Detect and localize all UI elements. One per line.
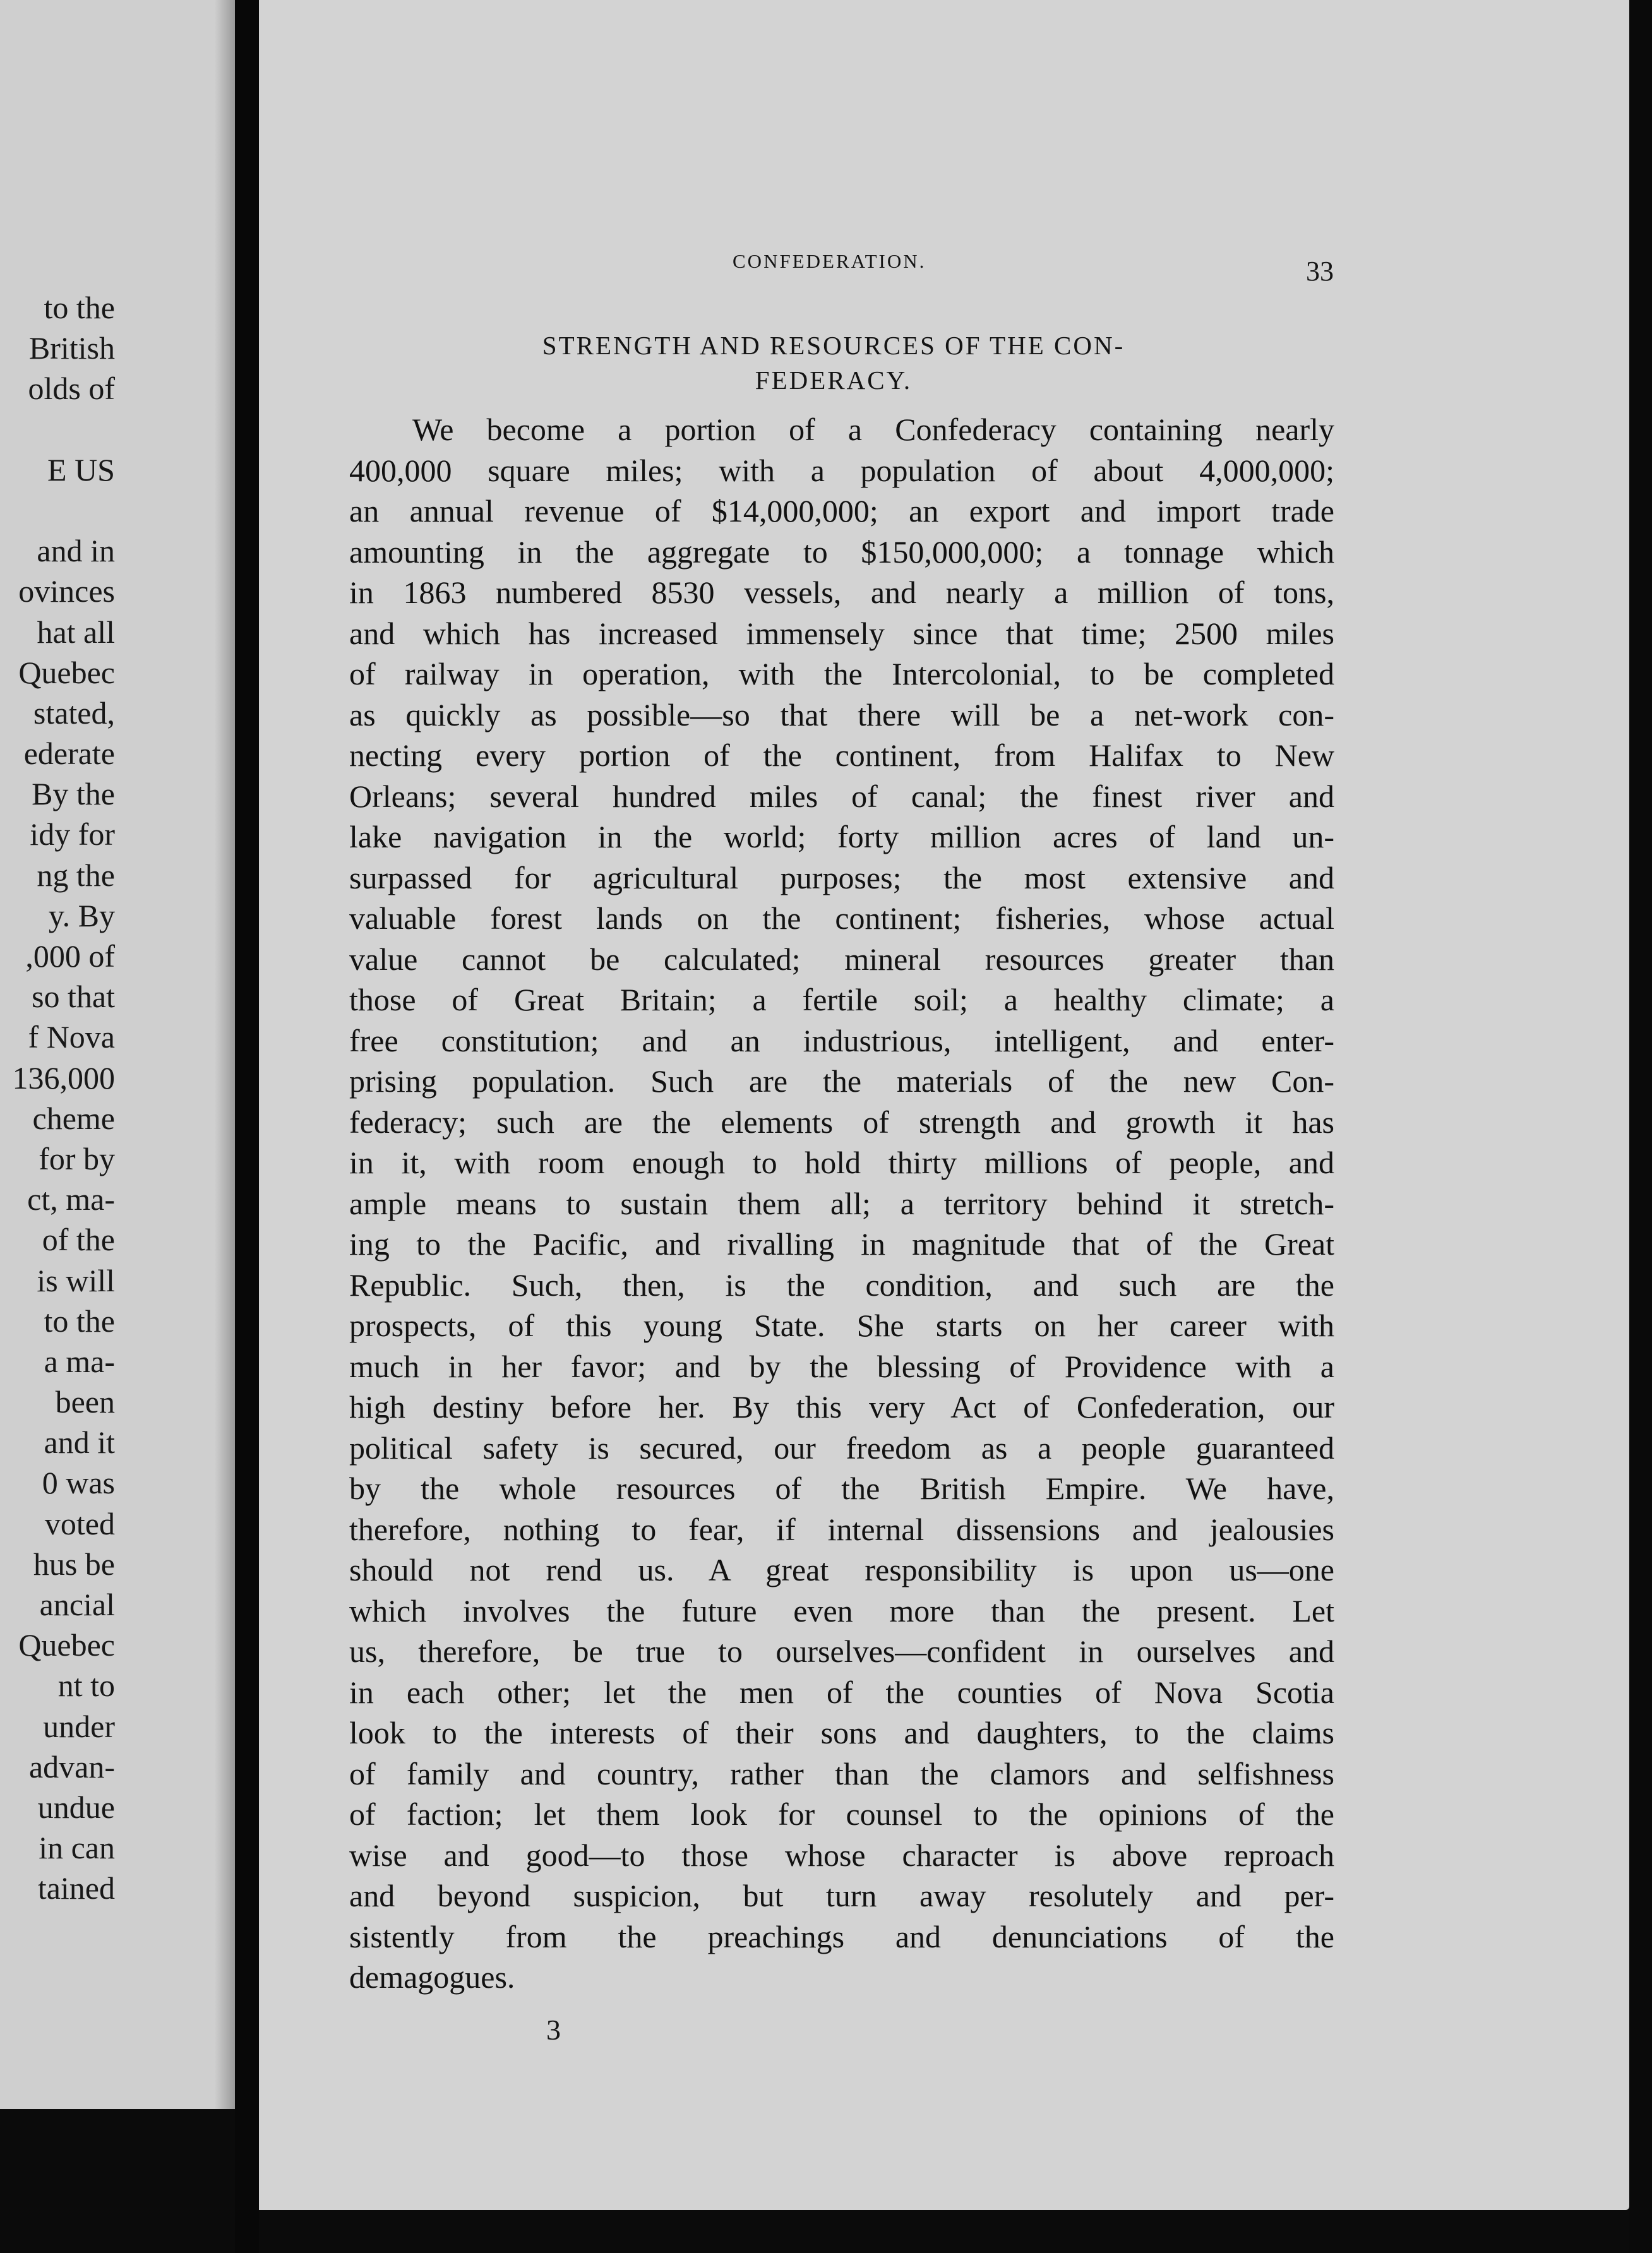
body-line: us, therefore, be true to ourselves—confident in ourselves and	[349, 1634, 1334, 1669]
body-line: in 1863 numbered 8530 vessels, and nearly a million of tons,	[349, 575, 1334, 610]
body-line: lake navigation in the world; forty million acres of land un-	[349, 819, 1334, 854]
left-page-line: ,000 of	[25, 938, 115, 974]
left-page-line: to the	[44, 290, 115, 325]
body-line: of family and country, rather than the clamors and selfishness	[349, 1755, 1334, 1791]
body-line: necting every portion of the continent, from Halifax to New	[349, 738, 1334, 773]
body-line: wise and good—to those whose character is above reproach	[349, 1837, 1334, 1873]
body-line: and beyond suspicion, but turn away resolutely and per-	[349, 1878, 1334, 1913]
left-page-line: British	[28, 330, 115, 366]
left-page-line: ovinces	[18, 573, 115, 609]
left-page-line: cheme	[32, 1100, 115, 1136]
left-page-line: hus be	[33, 1546, 115, 1582]
body-line: valuable forest lands on the continent; fisheries, whose actual	[349, 900, 1334, 936]
left-page-line: Quebec	[18, 654, 115, 690]
body-line: ing to the Pacific, and rivalling in magnitude that of the Great	[349, 1226, 1334, 1262]
body-line: look to the interests of their sons and daughters, to the claims	[349, 1715, 1334, 1750]
left-page-line: stated,	[33, 695, 115, 731]
left-page-line: to the	[44, 1303, 115, 1339]
left-page-line: 0 was	[42, 1465, 115, 1501]
left-page-line: is will	[37, 1262, 115, 1298]
left-page-line: under	[43, 1708, 115, 1744]
body-line: We become a portion of a Confederacy containing nearly	[412, 412, 1334, 447]
left-page-line: and in	[37, 533, 115, 569]
section-heading-line: FEDERACY.	[755, 366, 913, 395]
body-line: and which has increased immensely since that time; 2500 miles	[349, 615, 1334, 651]
left-page-line: ct, ma-	[27, 1181, 115, 1217]
body-line: demagogues.	[349, 1959, 515, 1995]
left-page-text	[0, 287, 115, 1909]
body-line: federacy; such are the elements of strength and growth it has	[349, 1104, 1334, 1140]
body-line: of faction; let them look for counsel to the opinions of the	[349, 1796, 1334, 1832]
left-page-line	[0, 490, 115, 530]
body-line: as quickly as possible—so that there will be a net-work con-	[349, 696, 1334, 732]
body-line: in it, with room enough to hold thirty millions of people, and	[349, 1145, 1334, 1180]
body-line: sistently from the preachings and denunciations of the	[349, 1918, 1334, 1954]
book-edge	[1629, 0, 1652, 2253]
left-page-line: 136,000	[12, 1060, 115, 1096]
body-paragraph	[349, 409, 1334, 1998]
left-page	[0, 0, 235, 2109]
section-heading	[379, 328, 1288, 398]
signature-mark: 3	[546, 2014, 561, 2046]
body-line: Orleans; several hundred miles of canal; the finest river and	[349, 778, 1334, 814]
book-gutter	[235, 0, 259, 2253]
left-page-line: E US	[47, 451, 115, 487]
body-line: an annual revenue of $14,000,000; an export and import trade	[349, 493, 1334, 529]
left-page-line: a ma-	[44, 1343, 115, 1379]
page-number: 33	[1306, 256, 1334, 287]
body-line: which involves the future even more than the present. Let	[349, 1593, 1334, 1628]
left-page-line: hat all	[37, 614, 115, 650]
left-page-line: for by	[39, 1140, 115, 1176]
left-page-line: voted	[44, 1505, 115, 1541]
body-line: should not rend us. A great responsibility is upon us—one	[349, 1552, 1334, 1587]
left-page-line: Quebec	[18, 1627, 115, 1663]
left-page-line: and it	[44, 1425, 115, 1461]
left-page-line: olds of	[28, 371, 115, 407]
page-fold	[215, 0, 235, 2109]
body-line: therefore, nothing to fear, if internal dissensions and jealousies	[349, 1511, 1334, 1547]
body-line: prospects, of this young State. She starts on her career with	[349, 1308, 1334, 1343]
left-page-line: ng the	[37, 857, 115, 893]
left-page-line	[0, 409, 115, 450]
body-line: political safety is secured, our freedom as a people guaranteed	[349, 1430, 1334, 1466]
section-heading-line: STRENGTH AND RESOURCES OF THE CON-	[542, 331, 1125, 360]
body-line: of railway in operation, with the Intercolonial, to be completed	[349, 656, 1334, 691]
left-page-line: y. By	[48, 897, 115, 933]
left-page-line: nt to	[57, 1668, 115, 1704]
body-line: prising population. Such are the materials of the new Con-	[349, 1063, 1334, 1099]
left-page-line: f Nova	[28, 1019, 115, 1055]
left-page-line: of the	[42, 1222, 115, 1258]
body-line: surpassed for agricultural purposes; the most extensive and	[349, 859, 1334, 895]
body-line: ample means to sustain them all; a territory behind it stretch-	[349, 1185, 1334, 1221]
left-page-line: tained	[37, 1870, 115, 1906]
left-page-line: so that	[32, 979, 115, 1015]
left-page-line: undue	[37, 1789, 115, 1825]
body-line: Republic. Such, then, is the condition, and such are the	[349, 1267, 1334, 1303]
left-page-line: ederate	[23, 736, 115, 772]
left-page-line: idy for	[30, 816, 115, 852]
body-line: in each other; let the men of the counties of Nova Scotia	[349, 1674, 1334, 1710]
body-line: by the whole resources of the British Empire. We have,	[349, 1471, 1334, 1506]
body-line: much in her favor; and by the blessing of Providence with a	[349, 1348, 1334, 1384]
left-page-line: By the	[32, 776, 115, 812]
body-line: high destiny before her. By this very Act of Confederation, our	[349, 1389, 1334, 1425]
left-page-line: been	[55, 1384, 115, 1420]
body-line: amounting in the aggregate to $150,000,000; a tonnage which	[349, 534, 1334, 570]
body-line: value cannot be calculated; mineral resources greater than	[349, 941, 1334, 977]
running-head: CONFEDERATION.	[733, 250, 926, 272]
body-line: 400,000 square miles; with a population of about 4,000,000;	[349, 452, 1334, 488]
body-line: those of Great Britain; a fertile soil; a healthy climate; a	[349, 982, 1334, 1017]
left-page-line: ancial	[39, 1587, 115, 1622]
left-page-line: advan-	[28, 1748, 115, 1784]
body-line: free constitution; and an industrious, intelligent, and enter-	[349, 1022, 1334, 1058]
left-page-line: in can	[39, 1830, 115, 1866]
